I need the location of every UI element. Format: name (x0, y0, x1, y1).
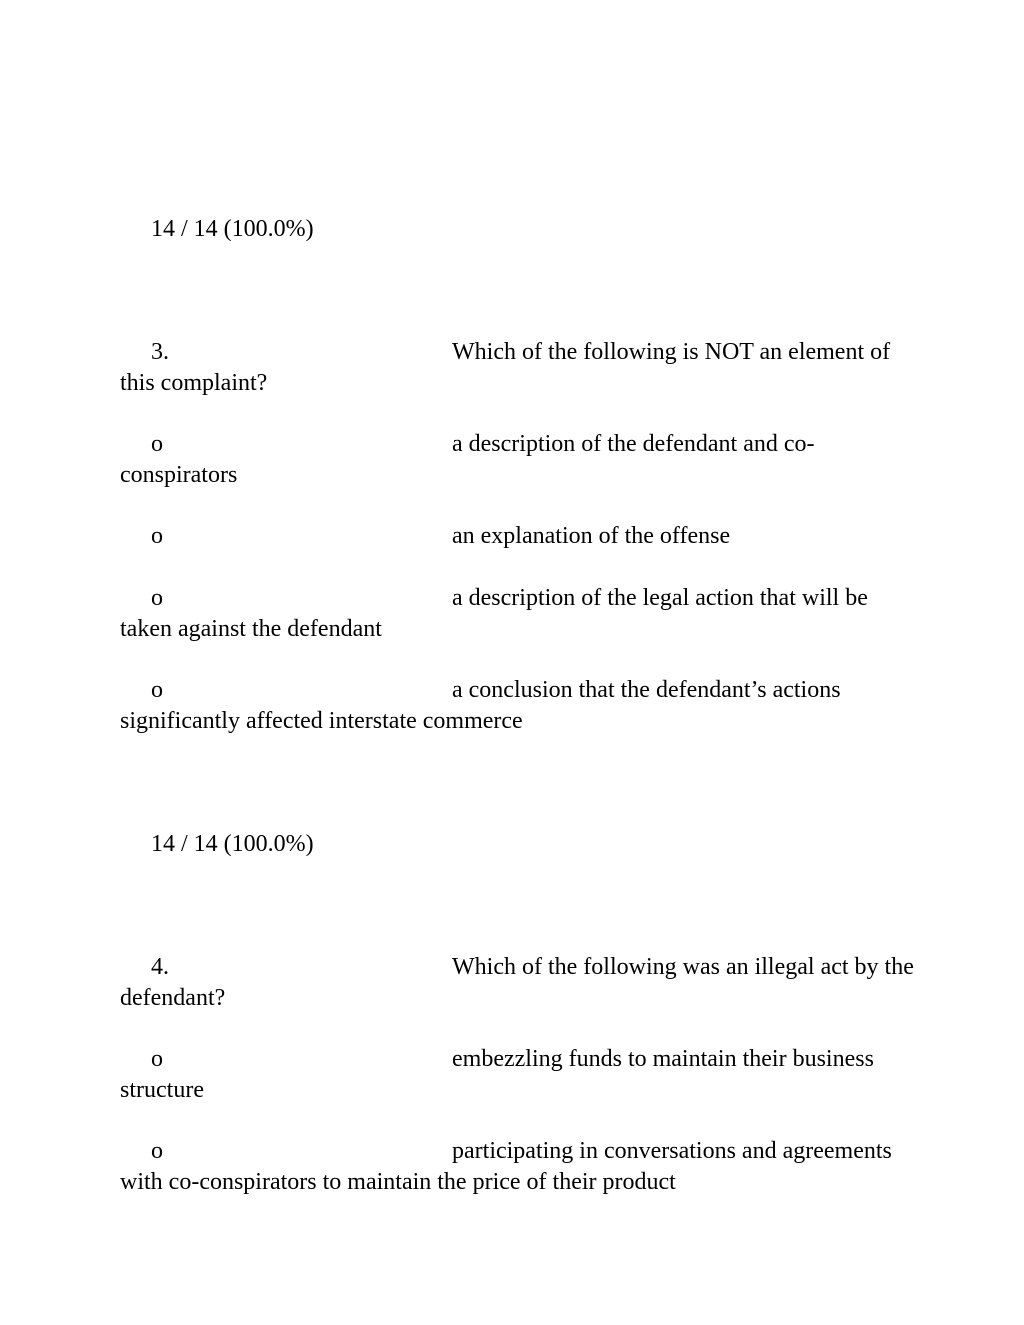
option-text: a conclusion that the defendant’s actions significantly affected interstate commerce (120, 677, 841, 734)
option-bullet: o (151, 585, 163, 611)
option-text: a description of the legal action that will be taken against the defendant (120, 585, 868, 642)
answer-option[interactable] (120, 675, 920, 737)
question-prompt: Which of the following was an illegal act by the defendant? (120, 954, 914, 1011)
option-text: participating in conversations and agreements with co-conspirators to maintain the price of their product (120, 1138, 892, 1195)
question-number: 3. (151, 339, 169, 365)
option-text: a description of the defendant and co-conspirators (120, 431, 815, 488)
answer-option[interactable] (120, 1044, 920, 1106)
question-prompt: Which of the following is NOT an element of this complaint? (120, 339, 891, 396)
question-number: 4. (151, 954, 169, 980)
score-line: 14 / 14 (100.0%) (151, 216, 314, 242)
option-bullet: o (151, 677, 163, 703)
answer-option[interactable] (120, 1136, 920, 1198)
answer-option[interactable] (120, 429, 920, 491)
score-line: 14 / 14 (100.0%) (151, 831, 314, 857)
answer-option[interactable] (120, 521, 920, 552)
option-bullet: o (151, 1138, 163, 1164)
option-bullet: o (151, 431, 163, 457)
answer-option[interactable] (120, 583, 920, 645)
option-bullet: o (151, 523, 163, 549)
question-4 (120, 952, 920, 1014)
option-text: an explanation of the offense (452, 523, 731, 549)
question-3 (120, 337, 920, 399)
option-bullet: o (151, 1046, 163, 1072)
option-text: embezzling funds to maintain their business structure (120, 1046, 874, 1103)
